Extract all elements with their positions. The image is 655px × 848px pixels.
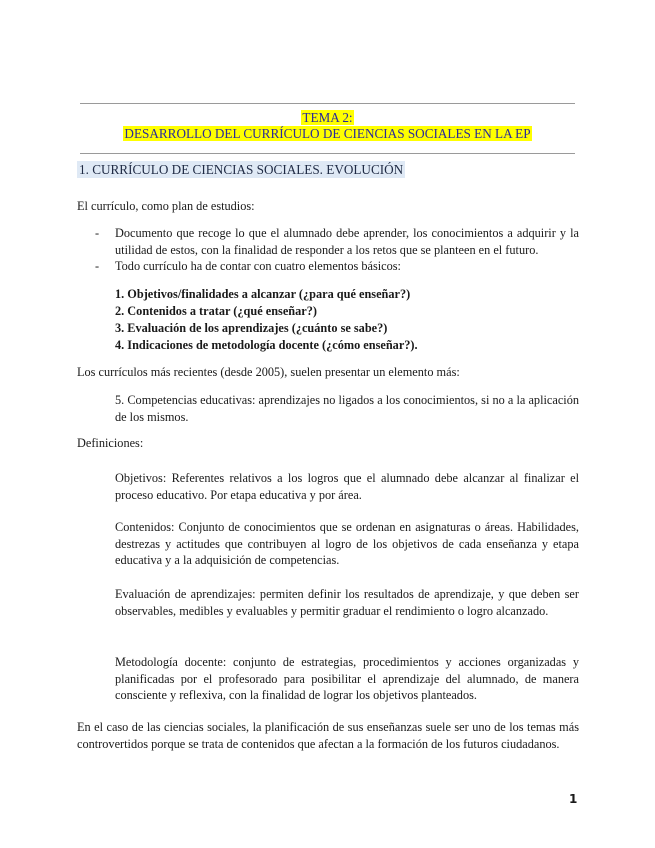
top-rule <box>80 103 575 104</box>
page-number: 1 <box>569 792 578 806</box>
definition-contenidos: Contenidos: Conjunto de conocimientos que se ordenan en asignaturas o áreas. Habilidades, destrezas y actitudes que contribuyen al logro de los objetivos de cada enseñanza y etapa educativa y a la adquisición de competencias. <box>115 520 579 567</box>
definition-evaluacion: Evaluación de aprendizajes: permiten definir los resultados de aprendizaje, y que deben ser observables, medibles y evaluables y permitir graduar el rendimiento o logro alcanzado. <box>115 587 579 618</box>
definition-objetivos: Objetivos: Referentes relativos a los logros que el alumnado debe alcanzar al finalizar el proceso educativo. Por etapa educativa y por área. <box>115 471 579 502</box>
element-1: 1. Objetivos/finalidades a alcanzar (¿para qué enseñar?) <box>115 287 411 301</box>
title-tema: TEMA 2: <box>302 110 353 125</box>
closing-paragraph: En el caso de las ciencias sociales, la planificación de sus enseñanzas suele ser uno de los temas más controvertidos porque se trata de contenidos que afectan a la formación de los futuros ciudadanos. <box>77 720 579 751</box>
title-desarrollo: DESARROLLO DEL CURRÍCULO DE CIENCIAS SOCIALES EN LA EP <box>124 126 531 141</box>
bullet-item-2: Todo currículo ha de contar con cuatro elementos básicos: <box>115 259 401 273</box>
bullet-dash-2: - <box>95 259 100 273</box>
fifth-element: 5. Competencias educativas: aprendizajes no ligados a los conocimientos, si no a la aplicación de los mismos. <box>115 393 579 424</box>
element-4: 4. Indicaciones de metodología docente (¿cómo enseñar?). <box>115 338 418 352</box>
title-line-2 <box>80 126 575 142</box>
element-3: 3. Evaluación de los aprendizajes (¿cuánto se sabe?) <box>115 321 388 335</box>
element-2: 2. Contenidos a tratar (¿qué enseñar?) <box>115 304 317 318</box>
bullet-item-1: Documento que recoge lo que el alumnado debe aprender, los conocimientos a adquirir y la utilidad de estos, con la finalidad de responder a los retos que se planteen en el futuro. <box>115 226 579 257</box>
recent-paragraph: Los currículos más recientes (desde 2005), suelen presentar un elemento más: <box>77 365 460 379</box>
bullet-dash-1: - <box>95 226 100 240</box>
section-heading: 1. CURRÍCULO DE CIENCIAS SOCIALES. EVOLUCIÓN <box>79 162 404 177</box>
bottom-rule <box>80 153 575 154</box>
definitions-label: Definiciones: <box>77 436 144 450</box>
intro-paragraph: El currículo, como plan de estudios: <box>77 199 255 213</box>
definition-metodologia: Metodología docente: conjunto de estrategias, procedimientos y acciones organizadas y planificadas por el profesorado para posibilitar el aprendizaje del alumnado, de manera consciente y reflexiva, con la finalidad de lograr los objetivos planteados. <box>115 655 579 702</box>
title-line-1 <box>80 110 575 126</box>
